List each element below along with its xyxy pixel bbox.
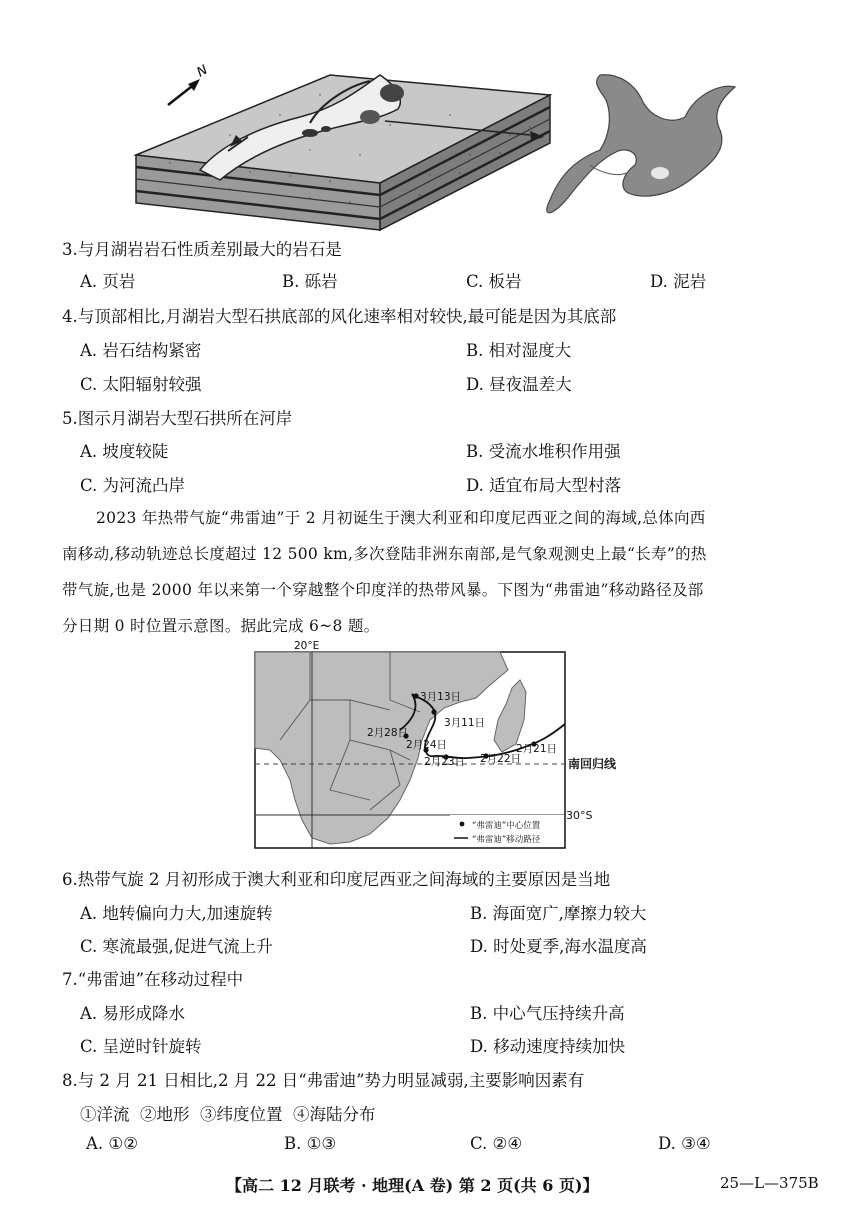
question-5-option-a: A. 坡度较陡 — [80, 442, 169, 461]
question-7-option-a: A. 易形成降水 — [80, 1004, 185, 1023]
question-5-option-b: B. 受流水堆积作用强 — [466, 442, 621, 461]
question-8-factors: ①洋流 ②地形 ③纬度位置 ④海陆分布 — [80, 1105, 376, 1124]
question-4-option-a: A. 岩石结构紧密 — [80, 341, 202, 360]
rock-arch-image — [547, 75, 735, 213]
question-4-option-b: B. 相对湿度大 — [466, 341, 572, 360]
question-8-option-d: D. ③④ — [658, 1134, 711, 1153]
question-8-option-b: B. ①③ — [284, 1134, 337, 1153]
question-6-option-c: C. 寒流最强,促进气流上升 — [80, 937, 273, 956]
question-5-option-c: C. 为河流凸岸 — [80, 476, 186, 495]
passage-line-3: 带气旋,也是 2000 年以来第一个穿越整个印度洋的热带风暴。下图为“弗雷迪”移动路径及部 — [62, 581, 704, 599]
question-4-stem: 4.与顶部相比,月湖岩大型石拱底部的风化速率相对较快,最可能是因为其底部 — [62, 307, 617, 326]
question-3-option-b: B. 砾岩 — [282, 272, 338, 291]
center-mar11 — [431, 709, 436, 714]
question-3-option-d: D. 泥岩 — [650, 272, 707, 291]
legend-center-icon — [460, 822, 465, 827]
label-feb24: 2月24日 — [406, 739, 448, 751]
legend-path-label: “弗雷迪”移动路径 — [472, 835, 541, 845]
passage-line-1: 2023 年热带气旋“弗雷迪”于 2 月初诞生于澳大利亚和印度尼西亚之间的海域,总体向西 — [96, 509, 706, 527]
center-mar13 — [413, 693, 418, 698]
question-3-option-c: C. 板岩 — [466, 272, 522, 291]
map-legend — [450, 815, 564, 847]
passage-line-4: 分日期 0 时位置示意图。据此完成 6~8 题。 — [62, 617, 380, 635]
question-7-stem: 7.“弗雷迪”在移动过程中 — [62, 970, 244, 989]
label-mar13: 3月13日 — [420, 691, 462, 703]
label-feb28: 2月28日 — [367, 727, 409, 739]
cyclone-path-map — [250, 640, 650, 852]
question-5-option-d: D. 适宜布局大型村落 — [466, 476, 622, 495]
question-6-stem: 6.热带气旋 2 月初形成于澳大利亚和印度尼西亚之间海域的主要原因是当地 — [62, 870, 611, 889]
question-7-option-c: C. 呈逆时针旋转 — [80, 1037, 202, 1056]
question-8-option-a: A. ①② — [86, 1134, 138, 1153]
question-8-stem: 8.与 2 月 21 日相比,2 月 22 日“弗雷迪”势力明显减弱,主要影响因素有 — [62, 1071, 585, 1090]
question-4-option-d: D. 昼夜温差大 — [466, 375, 572, 394]
page-footer-title: 【高二 12 月联考 · 地理(A 卷) 第 2 页(共 6 页)】 — [226, 1176, 599, 1195]
label-feb22: 2月22日 — [480, 753, 522, 765]
label-feb21: 2月21日 — [516, 743, 558, 755]
north-arrow-icon — [168, 62, 211, 105]
question-3-option-a: A. 页岩 — [80, 272, 136, 291]
passage — [62, 500, 822, 644]
question-8-option-c: C. ②④ — [470, 1134, 523, 1153]
page-footer-code: 25—L—375B — [720, 1174, 819, 1192]
question-5-stem: 5.图示月湖岩大型石拱所在河岸 — [62, 409, 293, 428]
rock-arch-block-diagram — [130, 55, 830, 245]
passage-line-2: 南移动,移动轨迹总长度超过 12 500 km,多次登陆非洲东南部,是气象观测史上最“长寿”的热 — [62, 545, 707, 563]
north-label: N — [194, 62, 211, 81]
label-mar11: 3月11日 — [444, 717, 486, 729]
question-7-option-b: B. 中心气压持续升高 — [470, 1004, 625, 1023]
question-6-option-d: D. 时处夏季,海水温度高 — [470, 937, 647, 956]
question-3-stem: 3.与月湖岩岩石性质差别最大的岩石是 — [62, 240, 342, 259]
question-6-option-b: B. 海面宽广,摩擦力较大 — [470, 904, 647, 923]
question-4-option-c: C. 太阳辐射较强 — [80, 375, 202, 394]
lon-label: 20°E — [294, 640, 320, 652]
label-feb23: 2月23日 — [424, 756, 466, 768]
lat-label: 30°S — [566, 809, 593, 822]
question-6-option-a: A. 地转偏向力大,加速旋转 — [80, 904, 273, 923]
tropic-label: 南回归线 — [568, 757, 617, 771]
legend-center-label: “弗雷迪”中心位置 — [472, 821, 541, 831]
question-7-option-d: D. 移动速度持续加快 — [470, 1037, 626, 1056]
